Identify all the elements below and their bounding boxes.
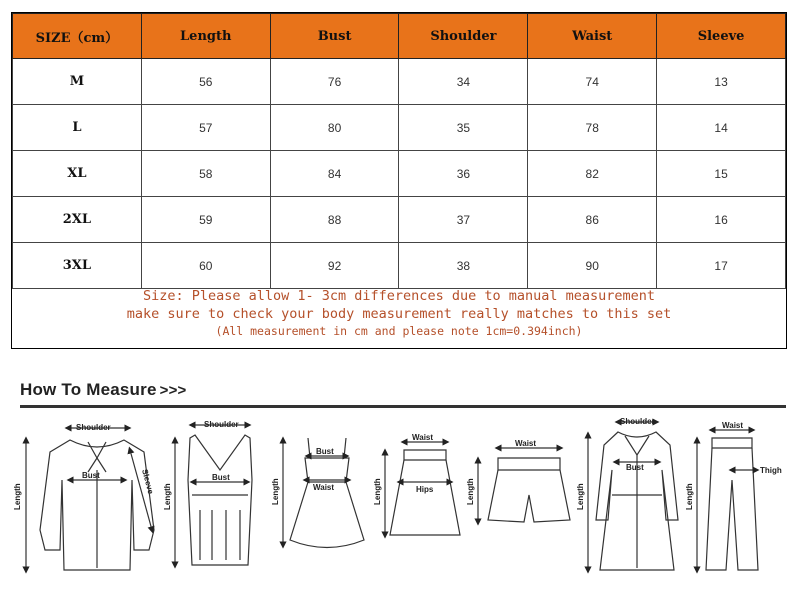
- label-length-3: Length: [271, 478, 280, 505]
- label-length-1: Length: [13, 483, 22, 510]
- garment-sketches: [0, 410, 798, 593]
- length-cell: 60: [141, 243, 270, 289]
- length-cell: 57: [141, 105, 270, 151]
- waist-cell: 78: [528, 105, 657, 151]
- bust-cell: 92: [270, 243, 399, 289]
- note-line-2: make sure to check your body measurement really matches to this set: [126, 306, 672, 322]
- header-waist: Waist: [528, 14, 657, 59]
- length-cell: 58: [141, 151, 270, 197]
- bust-cell: 88: [270, 197, 399, 243]
- bust-cell: 80: [270, 105, 399, 151]
- note-line-3: (All measurement in cm and please note 1cm=0.394inch): [215, 324, 583, 338]
- label-waist-5: Waist: [515, 439, 537, 448]
- label-length-7: Length: [685, 483, 694, 510]
- table-row: [13, 151, 786, 197]
- table-row: [13, 197, 786, 243]
- sleeve-cell: 14: [657, 105, 786, 151]
- header-length: Length: [141, 14, 270, 59]
- header-size: SIZE（cm）: [13, 14, 142, 59]
- measurement-note: [12, 278, 786, 348]
- label-waist-3: Waist: [313, 483, 335, 492]
- how-to-measure-text: How To Measure: [20, 380, 157, 399]
- length-cell: 59: [141, 197, 270, 243]
- label-waist-4: Waist: [412, 433, 434, 442]
- waist-cell: 74: [528, 59, 657, 105]
- shoulder-cell: 34: [399, 59, 528, 105]
- section-divider: [20, 405, 786, 408]
- header-shoulder: Shoulder: [399, 14, 528, 59]
- label-length-6: Length: [576, 483, 585, 510]
- size-cell: M: [13, 59, 142, 105]
- size-cell: XL: [13, 151, 142, 197]
- blouse-figure: [26, 428, 154, 570]
- label-bust-2: Bust: [212, 473, 230, 482]
- bust-cell: 84: [270, 151, 399, 197]
- sleeve-cell: 15: [657, 151, 786, 197]
- label-shoulder-1: Shoulder: [76, 423, 111, 432]
- label-length-2: Length: [163, 483, 172, 510]
- size-chart-table: [11, 12, 787, 349]
- sleeve-cell: 13: [657, 59, 786, 105]
- label-bust-1: Bust: [82, 471, 100, 480]
- shoulder-cell: 36: [399, 151, 528, 197]
- trench-coat-figure: [588, 422, 678, 570]
- shoulder-cell: 37: [399, 197, 528, 243]
- header-sleeve: Sleeve: [657, 14, 786, 59]
- sleeve-cell: 17: [657, 243, 786, 289]
- note-line-1: Size: Please allow 1- 3cm differences due to manual measurement: [142, 288, 656, 304]
- size-chart-header-row: [13, 14, 786, 59]
- label-waist-7: Waist: [722, 421, 744, 430]
- label-bust-3: Bust: [316, 447, 334, 456]
- vneck-top-figure: [175, 425, 252, 565]
- how-to-measure-title: [20, 380, 187, 400]
- table-row: [13, 59, 786, 105]
- bust-cell: 76: [270, 59, 399, 105]
- label-length-5: Length: [466, 478, 475, 505]
- length-cell: 56: [141, 59, 270, 105]
- shorts-figure: [478, 448, 570, 522]
- shoulder-cell: 35: [399, 105, 528, 151]
- label-sleeve-1: Sleeve: [140, 468, 156, 496]
- label-thigh-7: Thigh: [760, 466, 782, 475]
- waist-cell: 86: [528, 197, 657, 243]
- size-cell: 2XL: [13, 197, 142, 243]
- label-length-4: Length: [373, 478, 382, 505]
- label-shoulder-2: Shoulder: [204, 420, 239, 429]
- shoulder-cell: 38: [399, 243, 528, 289]
- waist-cell: 90: [528, 243, 657, 289]
- label-shoulder-6: Shoulder: [620, 417, 655, 426]
- size-cell: 3XL: [13, 243, 142, 289]
- size-cell: L: [13, 105, 142, 151]
- label-hips-4: Hips: [416, 485, 434, 494]
- header-bust: Bust: [270, 14, 399, 59]
- measurement-illustrations: [0, 410, 798, 593]
- trousers-figure: [697, 430, 758, 570]
- sleeve-cell: 16: [657, 197, 786, 243]
- label-bust-6: Bust: [626, 463, 644, 472]
- triple-arrow-icon: >>>: [159, 382, 187, 399]
- table-row: [13, 105, 786, 151]
- waist-cell: 82: [528, 151, 657, 197]
